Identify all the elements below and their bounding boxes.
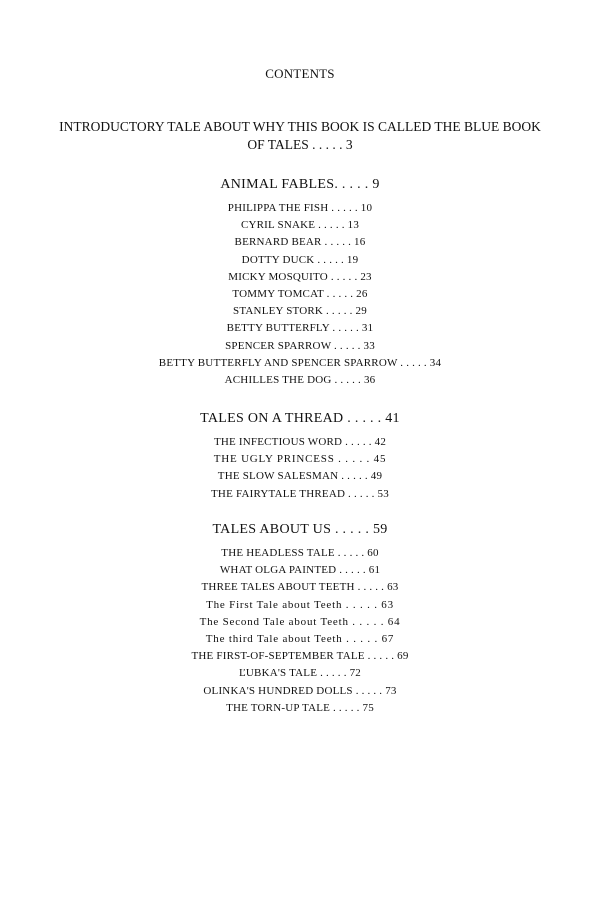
toc-entry: DOTTY DUCK . . . . . 19 — [241, 253, 359, 266]
toc-entry: THE HEADLESS TALE . . . . . 60 — [221, 547, 379, 559]
toc-entry: THREE TALES ABOUT TEETH . . . . . 63 — [201, 581, 399, 594]
toc-entry: THE TORN-UP TALE . . . . . 75 — [226, 701, 374, 714]
toc-entry: STANLEY STORK . . . . . 29 — [233, 305, 367, 318]
toc-entry: THE FIRST-OF-SEPTEMBER TALE . . . . . 69 — [191, 650, 409, 663]
toc-entry: BETTY BUTTERFLY AND SPENCER SPARROW . . . . . 34 — [158, 356, 442, 369]
section-heading-animal-fables: ANIMAL FABLES. . . . . 9 — [220, 177, 380, 192]
toc-entry: The First Tale about Teeth . . . . . 63 — [206, 598, 394, 611]
toc-entry: The Second Tale about Teeth . . . . . 64 — [199, 615, 401, 628]
toc-entry: BERNARD BEAR . . . . . 16 — [234, 236, 366, 249]
toc-entry: The third Tale about Teeth . . . . . 67 — [205, 632, 395, 645]
toc-entry: ĽUBKA'S TALE . . . . . 72 — [238, 667, 361, 680]
toc-entry: MICKY MOSQUITO . . . . . 23 — [228, 270, 372, 283]
toc-entry: THE INFECTIOUS WORD . . . . . 42 — [213, 436, 387, 448]
section-list-animal-fables — [0, 200, 600, 389]
section-list-tales-on-a-thread — [0, 434, 600, 503]
section-list-tales-about-us — [0, 545, 600, 717]
toc-entry: TOMMY TOMCAT . . . . . 26 — [232, 287, 368, 300]
section-heading-tales-on-a-thread: TALES ON A THREAD . . . . . 41 — [200, 411, 400, 426]
toc-entry: PHILIPPA THE FISH . . . . . 10 — [227, 202, 373, 214]
toc-entry: ACHILLES THE DOG . . . . . 36 — [224, 373, 376, 386]
section-heading-tales-about-us: TALES ABOUT US . . . . . 59 — [212, 522, 388, 537]
intro-entry-line-1: INTRODUCTORY TALE ABOUT WHY THIS BOOK IS CALLED THE BLUE BOOK — [59, 119, 541, 134]
toc-entry: CYRIL SNAKE . . . . . 13 — [240, 219, 360, 232]
intro-entry-line-2: OF TALES . . . . . 3 — [247, 137, 353, 152]
toc-entry: WHAT OLGA PAINTED . . . . . 61 — [219, 564, 381, 577]
toc-entry: BETTY BUTTERFLY . . . . . 31 — [226, 322, 374, 335]
toc-entry: THE FAIRYTALE THREAD . . . . . 53 — [211, 487, 389, 500]
toc-entry: OLINKA'S HUNDRED DOLLS . . . . . 73 — [203, 684, 397, 697]
toc-entry: SPENCER SPARROW . . . . . 33 — [225, 339, 375, 352]
toc-entry: THE SLOW SALESMAN . . . . . 49 — [217, 470, 383, 483]
page-title: CONTENTS — [265, 66, 335, 81]
toc-entry: THE UGLY PRINCESS . . . . . 45 — [213, 453, 387, 466]
